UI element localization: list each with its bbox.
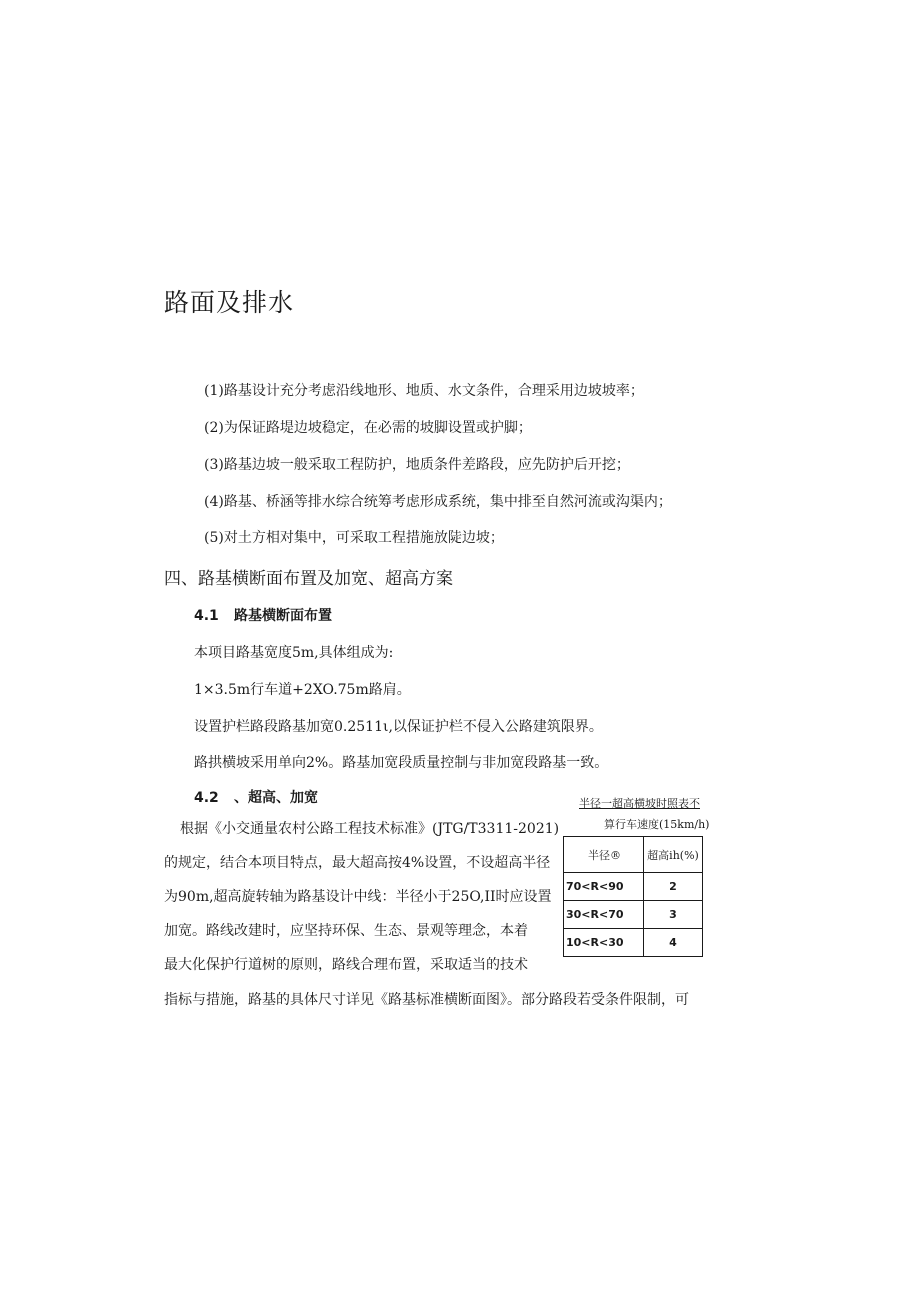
subsection-title: 路基横断面布置 — [234, 608, 332, 624]
subsection-title: 、超高、加宽 — [234, 790, 318, 806]
radius-cell: 30<R<70 — [564, 901, 644, 929]
list-item: (1)路基设计充分考虑沿线地形、地质、水文条件，合理采用边坡坡率； — [204, 383, 644, 399]
column-header-radius: 半径® — [564, 837, 644, 873]
superelevation-table — [563, 836, 703, 957]
table-row — [564, 929, 703, 957]
superelevation-cell: 4 — [644, 929, 703, 957]
list-item: (3)路基边坡一般采取工程防护，地质条件差路段，应先防护后开挖； — [204, 457, 630, 473]
paragraph-line: 为90m,超高旋转轴为路基设计中线：半径小于25O,II时应设置 — [164, 889, 552, 905]
section-heading: 四、路基横断面布置及加宽、超高方案 — [164, 569, 453, 589]
superelevation-cell: 2 — [644, 873, 703, 901]
paragraph-line: 的规定，结合本项目特点，最大超高按4%设置，不设超高半径 — [164, 855, 551, 871]
paragraph-line: 根据《小交通量农村公路工程技术标准》(JTG/T3311-2021) — [180, 821, 560, 837]
table-row — [564, 873, 703, 901]
paragraph-line: 最大化保护行道树的原则，路线合理布置，采取适当的技术 — [164, 957, 528, 973]
subsection-heading-4-1 — [194, 605, 332, 625]
paragraph-line: 指标与措施，路基的具体尺寸详见《路基标准横断面图》。部分路段若受条件限制，可 — [164, 992, 689, 1008]
list-item: (4)路基、桥涵等排水综合统筹考虑形成系统，集中排至自然河流或沟渠内； — [204, 494, 672, 510]
superelevation-cell: 3 — [644, 901, 703, 929]
list-item: (2)为保证路堤边坡稳定，在必需的坡脚设置或护脚； — [204, 420, 532, 436]
table-caption-line1: 半径一超高横坡时照表不 — [579, 797, 700, 810]
paragraph-line: 加宽。路线改建时，应坚持环保、生态、景观等理念，本着 — [164, 923, 528, 939]
subsection-number: 4.2 — [194, 790, 219, 806]
subsection-number: 4.1 — [194, 608, 219, 624]
page-title: 路面及排水 — [164, 288, 295, 317]
paragraph: 设置护栏路段路基加宽0.2511ι,以保证护栏不侵入公路建筑限界。 — [194, 719, 603, 735]
table-header-row — [564, 837, 703, 873]
subsection-heading-4-2 — [194, 787, 318, 807]
paragraph: 路拱横坡采用单向2%。路基加宽段质量控制与非加宽段路基一致。 — [194, 755, 609, 771]
list-item: (5)对土方相对集中，可采取工程措施放陡边坡； — [204, 530, 504, 546]
paragraph: 1×3.5m行车道+2XO.75m路肩。 — [194, 682, 411, 698]
radius-cell: 10<R<30 — [564, 929, 644, 957]
radius-cell: 70<R<90 — [564, 873, 644, 901]
paragraph: 本项目路基宽度5m,具体组成为: — [194, 645, 394, 661]
column-header-superelevation: 超高ih(%) — [644, 837, 703, 873]
table-caption-line2: 算行车速度(15km/h) — [604, 818, 710, 831]
table-row — [564, 901, 703, 929]
